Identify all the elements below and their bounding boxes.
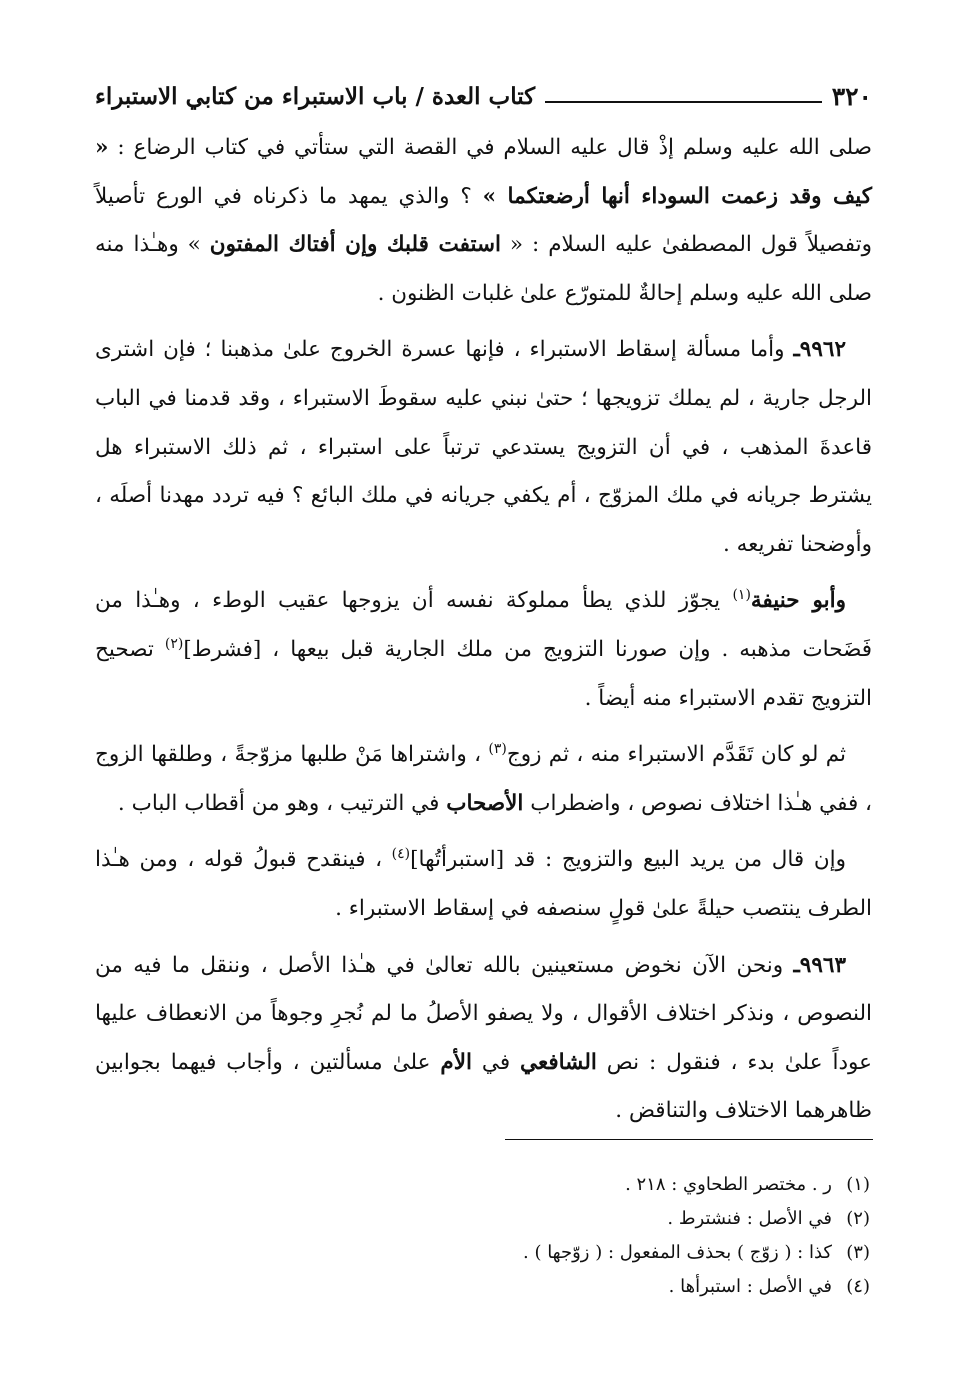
footnote-2 [395, 1202, 870, 1236]
footnote-3 [395, 1236, 870, 1270]
paragraph-6 [95, 942, 872, 1136]
footnote-mark: (١) [846, 1174, 870, 1195]
book-al-umm: الأم [440, 1049, 472, 1075]
hadith-quote: « كيف وقد زعمت السوداء أنها أرضعتكما » [95, 135, 872, 209]
term-ashab: الأصحاب [446, 790, 524, 816]
running-title: كتاب العدة / باب الاستبراء من كتابي الاستبراء [95, 83, 536, 110]
text-span: ونحن الآن نخوض مستعينين بالله تعالىٰ في هـٰذا الأصل ، وننقل ما فيه من النصوص ، ونذكر اختلاف الأقوال ، ولا يصفو الأصلُ ما لم نُجرِ وجوهاً من الانعطاف عليها عوداً علىٰ بدء ، فنقول : نص [95, 952, 872, 1075]
text-span: ، واشتراها مَنْ طلبها مزوّجةً ، وطلقها الزوج ، ففي هـٰذا اختلاف نصوص ، واضطراب [95, 742, 872, 816]
footnotes [395, 1168, 870, 1304]
paragraph-4 [95, 731, 872, 828]
footnote-text: في الأصل : استبرأها . [668, 1276, 832, 1297]
footnote-ref-1[interactable]: (١) [732, 587, 751, 604]
running-header [95, 72, 872, 112]
footnote-text: في الأصل : فنشترط . [667, 1208, 832, 1229]
page-number: ٣٢٠ [831, 82, 872, 111]
footnote-mark: (٢) [846, 1208, 870, 1229]
text-span: صلى الله عليه وسلم إذْ قال عليه السلام في القصة التي ستأتي في كتاب الرضاع : [108, 135, 872, 160]
text-span: ثم لو كان تَقَدَّم الاستبراء منه ، ثم زوج [506, 742, 847, 768]
footnote-1 [395, 1168, 870, 1202]
text-span: تصحيح التزويج تقدم الاستبراء منه أيضاً . [95, 636, 872, 711]
name-shafii: الشافعي [520, 1049, 597, 1075]
footnote-mark: (٤) [846, 1276, 870, 1297]
text-span: » وهـٰذا منه صلى الله عليه وسلم إحالةٌ للمتورّع علىٰ غلبات الظنون . [95, 232, 872, 306]
main-text [95, 124, 872, 1136]
text-span: وإن قال من يريد البيع والتزويج : قد [استبرأتُها] [410, 847, 846, 873]
text-span: في [471, 1049, 521, 1075]
footnote-4 [395, 1270, 870, 1304]
footnote-divider [505, 1139, 873, 1140]
paragraph-2 [95, 326, 872, 569]
footnote-text: ر . مختصر الطحاوي : ٢١٨ . [625, 1174, 832, 1195]
text-span: وأما مسألة إسقاط الاستبراء ، فإنها عسرة الخروج علىٰ مذهبنا ؛ فإن اشترى الرجل جارية ، لم يملك تزويجها ؛ حتىٰ نبني عليه سقوطَ الاستبراء ، وقد قدمنا في الباب قاعدةَ المذهب ، في أن التزويج يستدعي ترتباً على استبراء ، ثم ذلك الاستبراء هل يشترط جريانه في ملك المزوّج ، أم يكفي جريانه في ملك البائع ؟ فيه تردد مهدنا أصلَه ، وأوضحنا تفريعه . [95, 337, 872, 557]
name-abu-hanifa: وأبو حنيفة [750, 588, 846, 614]
footnote-mark: (٣) [846, 1242, 870, 1263]
footnote-ref-3[interactable]: (٣) [488, 740, 507, 757]
text-span: يجوّز للذي يطأ مملوكة نفسه أن يزوجها عقيب الوطء ، وهـٰذا من فَضَحات مذهبه . وإن صورنا التزويج من ملك الجارية قبل بيعها ، [فشرط] [95, 588, 872, 662]
text-span: ؟ والذي يمهد ما ذكرناه في الورع تأصيلاً وتفصيلاً قول المصطفىٰ عليه السلام : « [95, 183, 872, 258]
hadith-quote: استفت قلبك وإن أفتاك المفتون [209, 232, 501, 258]
header-rule [545, 101, 822, 103]
footnote-ref-4[interactable]: (٤) [391, 846, 411, 863]
text-span: علىٰ مسألتين ، وأجاب فيهما بجوابين ظاهرهما الاختلاف والتناقض . [95, 1049, 872, 1124]
paragraph-1 [95, 124, 872, 318]
footnote-text: كذا : ( زوّج ) بحذف المفعول : ( زوّجها ) . [523, 1242, 832, 1263]
footnote-ref-2[interactable]: (٢) [164, 635, 184, 652]
paragraph-3 [95, 577, 872, 723]
section-number: ٩٩٦٢ـ [793, 337, 846, 363]
text-span: ، فينقدح قبولُ قوله ، ومن هـٰذا الطرف ينتصب حيلةً علىٰ قولٍ سنصفه في إسقاط الاستبراء . [95, 847, 872, 921]
text-span: في الترتيب ، وهو من أقطاب الباب . [117, 790, 447, 816]
paragraph-5 [95, 836, 872, 933]
section-number: ٩٩٦٣ـ [793, 952, 846, 978]
